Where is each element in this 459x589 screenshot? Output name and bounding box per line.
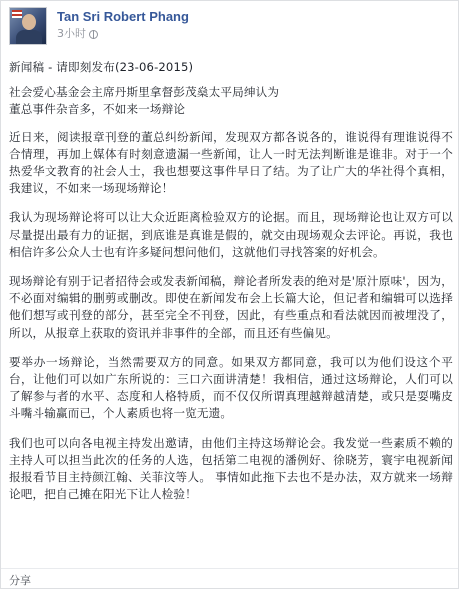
share-link[interactable]: 分享 — [9, 574, 31, 587]
post-title: 新闻稿 - 请即刻发布(23-06-2015) — [9, 60, 194, 74]
post-subtitle-line1: 社会爱心基金会主席丹斯里拿督彭茂燊太平局绅认为 — [9, 85, 280, 100]
post-subtitle — [9, 84, 453, 118]
post-meta — [57, 7, 189, 41]
post-time-row — [57, 27, 189, 41]
post-subtitle-line2: 董总事件杂音多，不如来一场辩论 — [9, 102, 186, 117]
globe-icon[interactable] — [89, 30, 98, 39]
post-body — [9, 59, 453, 515]
post-header — [9, 7, 189, 47]
post-paragraph: 我们也可以向各电视主持发出邀请，由他们主持这场辩论会。我发觉一些素质不赖的主持人可以担当此次的任务的人选，包括第二电视的潘例好、徐晓芳，寰宇电视新闻报报看节目主持颜江翰、关菲汶等人。 事情如此拖下去也不是办法，双方就来一场辩论吧，把自己摊在阳光下让人检验！ — [9, 435, 453, 502]
author-name-link[interactable]: Tan Sri Robert Phang — [57, 9, 189, 24]
post-paragraph: 要举办一场辩论，当然需要双方的同意。如果双方都同意，我可以为他们设这个平台，让他们可以如广东所说的：三口六面讲清楚！我相信，通过这场辩论，人们可以了解参与者的水平、态度和人格特质，而不仅仅所谓真理越辩越清楚，或只是耍嘴皮斗嘴斗输赢而已，个人素质也将一览无遗。 — [9, 354, 453, 421]
post-paragraph: 我认为现场辩论将可以让大众近距离检验双方的论据。而且，现场辩论也让双方可以尽量提出最有力的证据，到底谁是真谁是假的，就交由现场观众去评论。再说，我也相信许多公众人士也有许多疑问想问他们，这就他们寻找答案的好机会。 — [9, 210, 453, 259]
author-avatar[interactable] — [9, 7, 47, 45]
flag-icon — [12, 10, 22, 18]
post-paragraph: 现场辩论有别于记者招待会或发表新闻稿，辩论者所发表的绝对是'原汁原味'，因为，不必面对编辑的删剪或删改。即使在新闻发布会上长篇大论，但记者和编辑可以选择他们想写或刊登的部分，甚至完全不刊登，因此，有些重点和看法就因而被埋没了，所以，从报章上获取的资讯并非事件的全部，而且还有些偏见。 — [9, 274, 453, 340]
post-paragraph: 近日来，阅读报章刊登的董总纠纷新闻，发现双方都各说各的，谁说得有理谁说得不合情理，再加上媒体有时刻意遗漏一些新闻，让人一时无法判断谁是谁非。对于一个热爱华文教育的社会人士，我也想要这事件早日了结。为了让广大的华社得个真相，我建议，不如来一场现场辩论！ — [9, 129, 453, 196]
post-timestamp[interactable]: 3小时 — [57, 27, 86, 40]
post-footer — [1, 568, 458, 588]
